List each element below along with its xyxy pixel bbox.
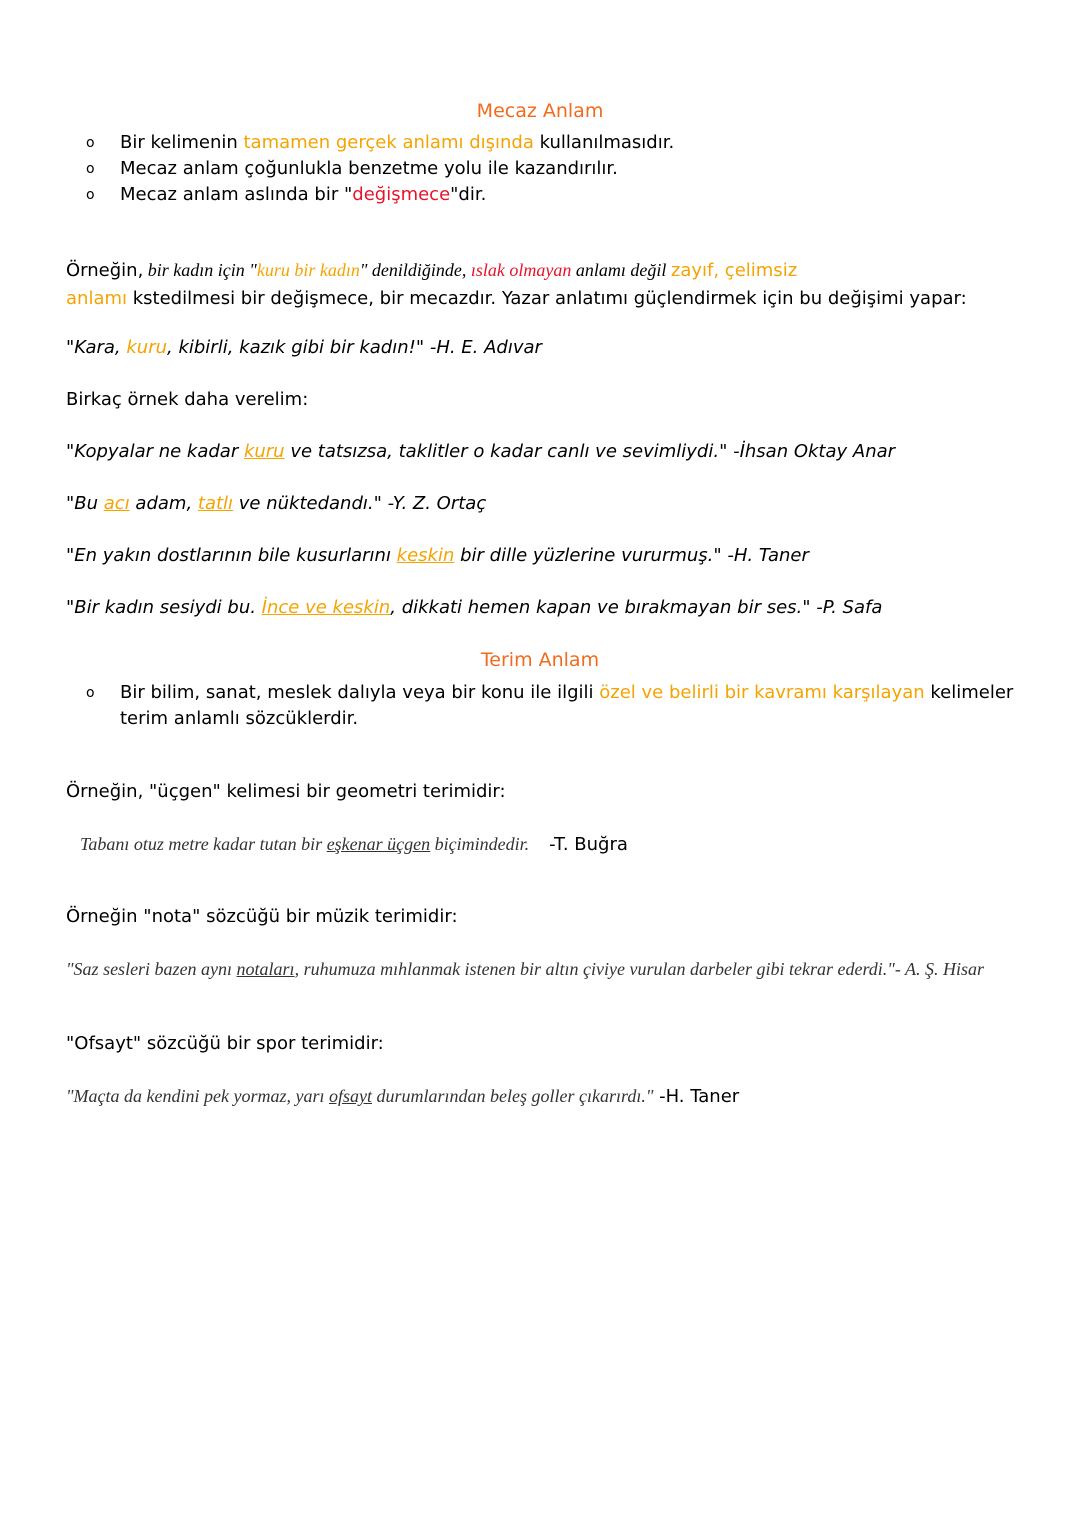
terim-bullet-list	[86, 680, 1026, 732]
quote-anar: "Kopyalar ne kadar kuru ve tatsızsa, taklitler o kadar canlı ve sevimliydi." -İhsan Oktay Anar	[66, 441, 896, 462]
list-item: o Bir bilim, sanat, meslek dalıyla veya bir konu ile ilgili özel ve belirli bir kavramı karşılayan kelimeler terim anlamlı sözcüklerdir.	[86, 682, 1014, 729]
mecaz-bullet-list	[86, 130, 1026, 208]
list-item: o Bir kelimenin tamamen gerçek anlamı dışında kullanılmasıdır.	[86, 130, 1026, 156]
quote-hisar: "Saz sesleri bazen aynı notaları, ruhumuza mıhlanmak istenen bir altın çiviye vurulan darbeler gibi tekrar ederdi."- A. Ş. Hisar	[66, 959, 985, 979]
terim-example-spor: "Ofsayt" sözcüğü bir spor terimidir:	[66, 1033, 384, 1054]
terim-example-muzik: Örneğin "nota" sözcüğü bir müzik terimidir:	[66, 906, 458, 927]
quote-taner-ofsayt: "Maçta da kendini pek yormaz, yarı ofsayt durumlarından beleş goller çıkarırdı." -H. Taner	[66, 1086, 740, 1107]
bullet-circle-icon: o	[86, 685, 95, 701]
quote-taner: "En yakın dostlarının bile kusurlarını keskin bir dille yüzlerine vururmuş." -H. Taner	[66, 545, 809, 566]
bullet-circle-icon: o	[86, 135, 95, 151]
terim-heading: Terim Anlam	[480, 649, 600, 671]
list-item: o Mecaz anlam aslında bir "değişmece"dir.	[86, 182, 1026, 208]
quote-adivar: "Kara, kuru, kibirli, kazık gibi bir kadın!" -H. E. Adıvar	[66, 337, 542, 358]
terim-example-geometri: Örneğin, "üçgen" kelimesi bir geometri terimidir:	[66, 781, 506, 802]
more-examples-label: Birkaç örnek daha verelim:	[66, 389, 309, 410]
quote-bugra: Tabanı otuz metre kadar tutan bir eşkenar üçgen biçimindedir. -T. Buğra	[80, 834, 628, 855]
quote-safa: "Bir kadın sesiydi bu. İnce ve keskin, dikkati hemen kapan ve bırakmayan bir ses." -P. Safa	[66, 597, 883, 618]
highlight: özel ve belirli bir kavramı karşılayan	[599, 682, 925, 703]
bullet-circle-icon: o	[86, 161, 95, 177]
mecaz-example-paragraph: Örneğin, bir kadın için "kuru bir kadın" denildiğinde, ıslak olmayan anlamı değil zayıf, çelimsiz anlamı kstedilmesi bir değişmece, bir mecazdır. Yazar anlatımı güçlendirmek için bu değişimi yapar:	[66, 260, 967, 309]
highlight: değişmece	[352, 184, 451, 205]
bullet-circle-icon: o	[86, 187, 95, 203]
list-item: o Mecaz anlam çoğunlukla benzetme yolu ile kazandırılır.	[86, 156, 1026, 182]
mecaz-heading: Mecaz Anlam	[476, 100, 604, 122]
highlight: tamamen gerçek anlamı dışında	[243, 132, 534, 153]
quote-ortac: "Bu acı adam, tatlı ve nüktedandı." -Y. Z. Ortaç	[66, 493, 487, 514]
